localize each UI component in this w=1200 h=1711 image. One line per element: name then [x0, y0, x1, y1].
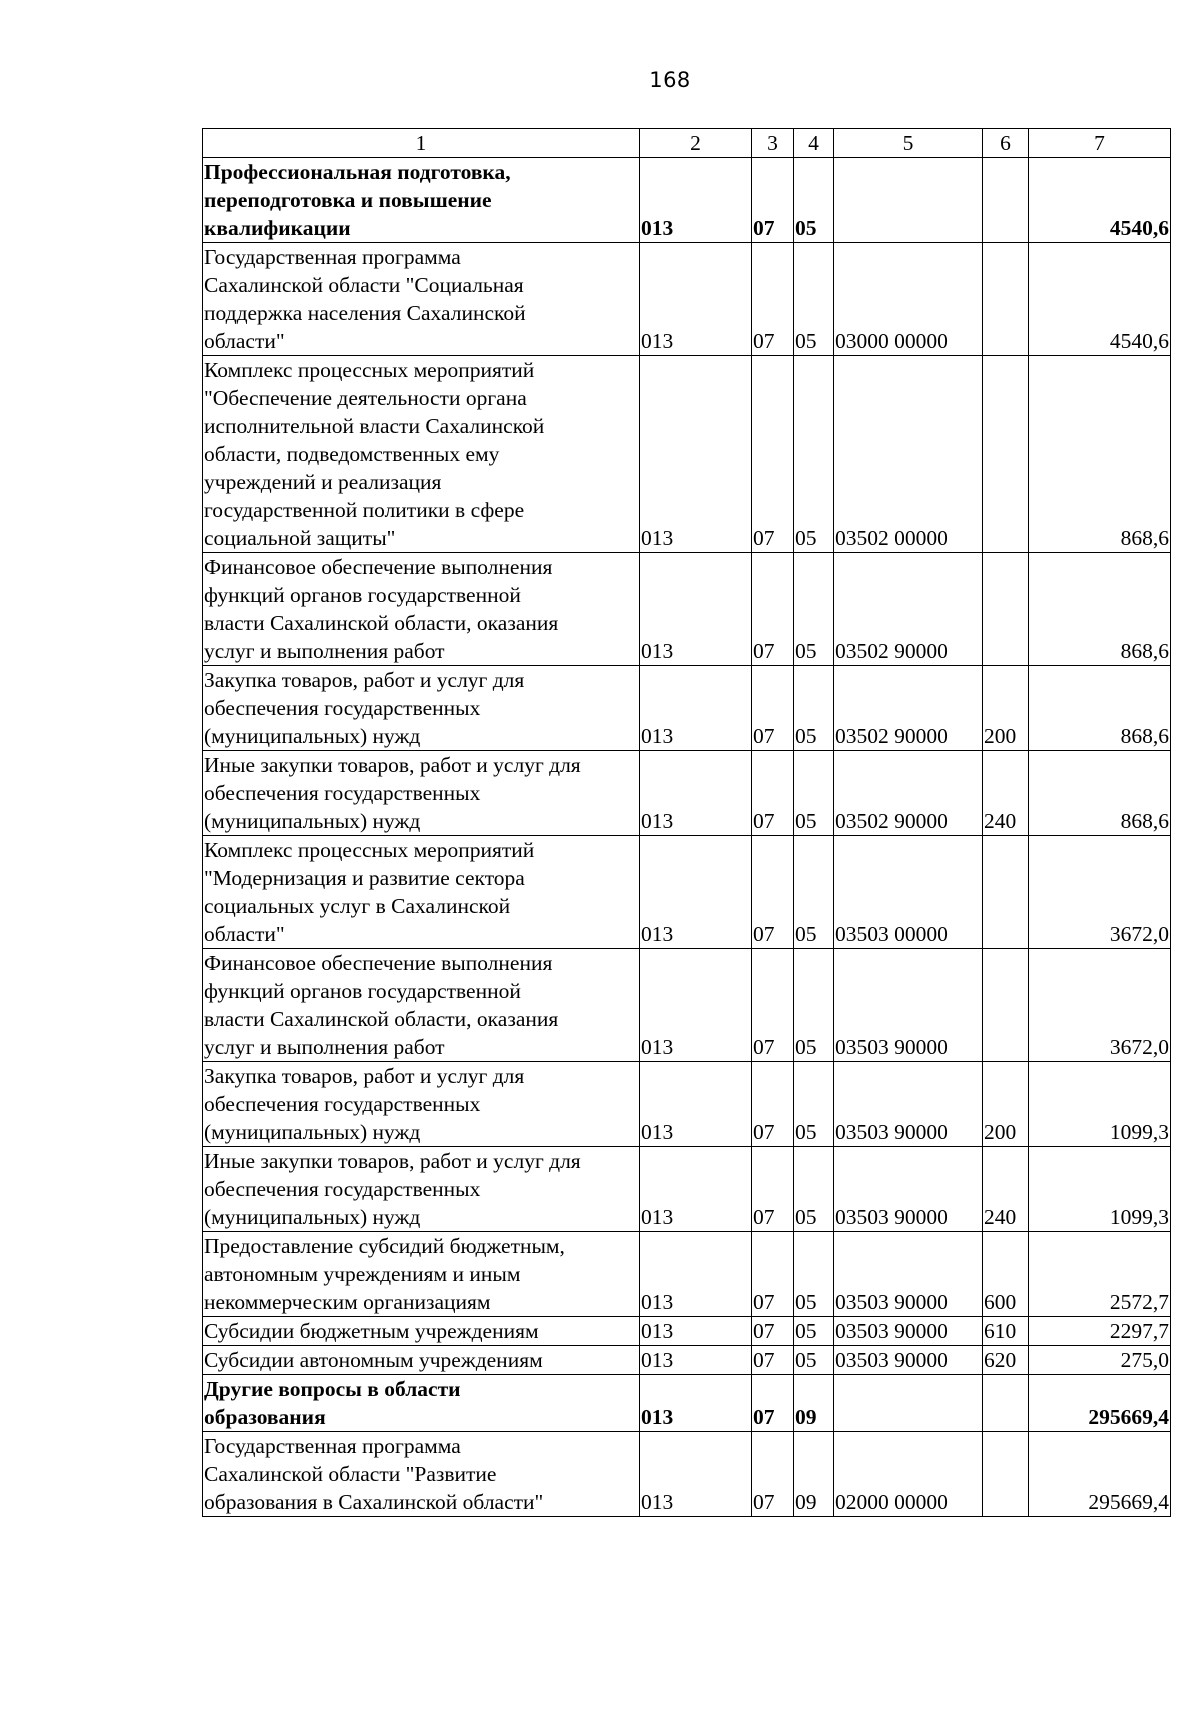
- admin-code-cell-text: 013: [641, 1490, 674, 1514]
- subsection-cell: [794, 1375, 834, 1432]
- expense-type-cell: [983, 1062, 1029, 1147]
- subsection-cell-text: 05: [795, 216, 817, 240]
- expense-type-cell: [983, 949, 1029, 1062]
- target-article-cell-text: 03502 90000: [835, 809, 948, 833]
- admin-code-cell-text: 013: [641, 922, 674, 946]
- target-article-cell-text: 03503 90000: [835, 1120, 948, 1144]
- expense-type-cell: [983, 1147, 1029, 1232]
- section-cell: [752, 1232, 794, 1317]
- section-cell-text: 07: [753, 724, 775, 748]
- table-row: [203, 836, 1171, 949]
- admin-code-cell: [640, 158, 752, 243]
- expense-type-cell: [983, 243, 1029, 356]
- section-cell-text: 07: [753, 526, 775, 550]
- subsection-cell: [794, 158, 834, 243]
- target-article-cell-text: 03000 00000: [835, 329, 948, 353]
- subsection-cell: [794, 1062, 834, 1147]
- item-name-cell: [203, 836, 640, 949]
- item-name-cell-text: Государственная программа Сахалинской области "Развитие образования в Сахалинской области": [204, 1434, 544, 1514]
- amount-cell: [1029, 158, 1171, 243]
- table-row: [203, 1062, 1171, 1147]
- header-cell: 2: [640, 129, 752, 158]
- item-name-cell-text: Субсидии автономным учреждениям: [204, 1348, 543, 1372]
- item-name-cell-text: Предоставление субсидий бюджетным, автономным учреждениям и иным некоммерческим организациям: [204, 1234, 565, 1314]
- amount-cell: [1029, 1432, 1171, 1517]
- table-row: [203, 553, 1171, 666]
- section-cell-text: 07: [753, 1035, 775, 1059]
- admin-code-cell-text: 013: [641, 639, 674, 663]
- item-name-cell-text: Иные закупки товаров, работ и услуг для обеспечения государственных (муниципальных) нужд: [204, 1149, 581, 1229]
- expense-type-cell-text: 200: [984, 1120, 1017, 1144]
- table-row: [203, 1232, 1171, 1317]
- item-name-cell: [203, 1432, 640, 1517]
- item-name-cell: [203, 1147, 640, 1232]
- item-name-cell: [203, 243, 640, 356]
- item-name-cell: [203, 1317, 640, 1346]
- admin-code-cell-text: 013: [641, 1205, 674, 1229]
- section-cell-text: 07: [753, 216, 775, 240]
- amount-cell: [1029, 836, 1171, 949]
- amount-cell-text: 4540,6: [1109, 329, 1169, 353]
- subsection-cell: [794, 356, 834, 553]
- subsection-cell: [794, 243, 834, 356]
- section-cell-text: 07: [753, 922, 775, 946]
- item-name-cell-text: Закупка товаров, работ и услуг для обеспечения государственных (муниципальных) нужд: [204, 668, 525, 748]
- subsection-cell-text: 05: [795, 809, 817, 833]
- subsection-cell-text: 05: [795, 1205, 817, 1229]
- admin-code-cell: [640, 666, 752, 751]
- item-name-cell-text: Закупка товаров, работ и услуг для обеспечения государственных (муниципальных) нужд: [204, 1064, 525, 1144]
- section-cell-text: 07: [753, 809, 775, 833]
- target-article-cell-text: 02000 00000: [835, 1490, 948, 1514]
- amount-cell-text: 3672,0: [1109, 1035, 1169, 1059]
- subsection-cell: [794, 836, 834, 949]
- expense-type-cell: [983, 1346, 1029, 1375]
- section-cell: [752, 666, 794, 751]
- admin-code-cell: [640, 949, 752, 1062]
- amount-cell: [1029, 553, 1171, 666]
- amount-cell: [1029, 666, 1171, 751]
- admin-code-cell-text: 013: [641, 216, 674, 240]
- amount-cell-text: 868,6: [1120, 724, 1169, 748]
- admin-code-cell: [640, 356, 752, 553]
- subsection-cell-text: 05: [795, 1348, 817, 1372]
- item-name-cell: [203, 1062, 640, 1147]
- amount-cell: [1029, 751, 1171, 836]
- section-cell-text: 07: [753, 1290, 775, 1314]
- subsection-cell-text: 05: [795, 724, 817, 748]
- amount-cell: [1029, 243, 1171, 356]
- expense-type-cell: [983, 356, 1029, 553]
- amount-cell: [1029, 1147, 1171, 1232]
- expense-type-cell-text: 620: [984, 1348, 1017, 1372]
- expense-type-cell-text: 240: [984, 1205, 1017, 1229]
- section-cell: [752, 356, 794, 553]
- amount-cell-text: 275,0: [1120, 1348, 1169, 1372]
- expense-type-cell: [983, 836, 1029, 949]
- expense-type-cell: [983, 1317, 1029, 1346]
- header-cell: 6: [983, 129, 1029, 158]
- amount-cell: [1029, 949, 1171, 1062]
- section-cell: [752, 949, 794, 1062]
- table-header-row: [203, 129, 1171, 158]
- subsection-cell: [794, 666, 834, 751]
- header-cell: 7: [1029, 129, 1171, 158]
- table-row: [203, 666, 1171, 751]
- item-name-cell: [203, 666, 640, 751]
- expense-type-cell: [983, 1232, 1029, 1317]
- admin-code-cell-text: 013: [641, 526, 674, 550]
- amount-cell-text: 868,6: [1120, 809, 1169, 833]
- target-article-cell: [834, 553, 983, 666]
- section-cell-text: 07: [753, 639, 775, 663]
- amount-cell: [1029, 356, 1171, 553]
- target-article-cell: [834, 666, 983, 751]
- item-name-cell-text: Профессиональная подготовка, переподготовка и повышение квалификации: [204, 160, 511, 240]
- target-article-cell-text: 03502 90000: [835, 639, 948, 663]
- subsection-cell: [794, 1232, 834, 1317]
- subsection-cell: [794, 1317, 834, 1346]
- section-cell-text: 07: [753, 329, 775, 353]
- target-article-cell-text: 03503 90000: [835, 1319, 948, 1343]
- section-cell-text: 07: [753, 1319, 775, 1343]
- admin-code-cell-text: 013: [641, 329, 674, 353]
- target-article-cell: [834, 836, 983, 949]
- expense-type-cell-text: 600: [984, 1290, 1017, 1314]
- section-cell-text: 07: [753, 1120, 775, 1144]
- amount-cell: [1029, 1346, 1171, 1375]
- subsection-cell-text: 05: [795, 329, 817, 353]
- admin-code-cell-text: 013: [641, 1035, 674, 1059]
- subsection-cell-text: 05: [795, 1035, 817, 1059]
- section-cell: [752, 1432, 794, 1517]
- item-name-cell-text: Другие вопросы в области образования: [204, 1377, 461, 1429]
- header-cell: 5: [834, 129, 983, 158]
- target-article-cell: [834, 158, 983, 243]
- item-name-cell-text: Финансовое обеспечение выполнения функций органов государственной власти Сахалинской области, оказания услуг и выполнения работ: [204, 951, 559, 1059]
- expense-type-cell: [983, 553, 1029, 666]
- table-row: [203, 949, 1171, 1062]
- subsection-cell-text: 09: [795, 1490, 817, 1514]
- target-article-cell-text: 03502 00000: [835, 526, 948, 550]
- admin-code-cell: [640, 243, 752, 356]
- page-number: 168: [649, 68, 691, 92]
- target-article-cell: [834, 751, 983, 836]
- subsection-cell-text: 05: [795, 922, 817, 946]
- admin-code-cell: [640, 1375, 752, 1432]
- admin-code-cell: [640, 836, 752, 949]
- section-cell: [752, 1375, 794, 1432]
- target-article-cell: [834, 1147, 983, 1232]
- subsection-cell-text: 05: [795, 1120, 817, 1144]
- item-name-cell: [203, 751, 640, 836]
- section-cell: [752, 1062, 794, 1147]
- amount-cell-text: 868,6: [1120, 526, 1169, 550]
- expense-type-cell-text: 240: [984, 809, 1017, 833]
- subsection-cell-text: 05: [795, 526, 817, 550]
- admin-code-cell-text: 013: [641, 1405, 674, 1429]
- section-cell: [752, 751, 794, 836]
- amount-cell-text: 4540,6: [1109, 216, 1169, 240]
- table-row: [203, 158, 1171, 243]
- amount-cell: [1029, 1317, 1171, 1346]
- subsection-cell: [794, 1147, 834, 1232]
- section-cell: [752, 1346, 794, 1375]
- target-article-cell-text: 03503 90000: [835, 1290, 948, 1314]
- target-article-cell: [834, 1317, 983, 1346]
- target-article-cell-text: 03503 00000: [835, 922, 948, 946]
- expense-type-cell: [983, 666, 1029, 751]
- amount-cell: [1029, 1232, 1171, 1317]
- table-row: [203, 243, 1171, 356]
- table-row: [203, 356, 1171, 553]
- amount-cell-text: 1099,3: [1109, 1205, 1169, 1229]
- admin-code-cell-text: 013: [641, 809, 674, 833]
- admin-code-cell: [640, 1232, 752, 1317]
- item-name-cell: [203, 356, 640, 553]
- target-article-cell-text: 03502 90000: [835, 724, 948, 748]
- amount-cell-text: 868,6: [1120, 639, 1169, 663]
- subsection-cell-text: 05: [795, 1319, 817, 1343]
- target-article-cell-text: 03503 90000: [835, 1035, 948, 1059]
- admin-code-cell: [640, 1346, 752, 1375]
- table-row: [203, 1346, 1171, 1375]
- amount-cell-text: 295669,4: [1088, 1405, 1169, 1429]
- admin-code-cell: [640, 1432, 752, 1517]
- admin-code-cell-text: 013: [641, 1348, 674, 1372]
- admin-code-cell: [640, 1062, 752, 1147]
- subsection-cell: [794, 553, 834, 666]
- table-row: [203, 751, 1171, 836]
- amount-cell-text: 2297,7: [1109, 1319, 1169, 1343]
- target-article-cell: [834, 949, 983, 1062]
- section-cell-text: 07: [753, 1348, 775, 1372]
- subsection-cell: [794, 751, 834, 836]
- admin-code-cell-text: 013: [641, 1120, 674, 1144]
- item-name-cell-text: Субсидии бюджетным учреждениям: [204, 1319, 539, 1343]
- section-cell: [752, 1147, 794, 1232]
- target-article-cell: [834, 1232, 983, 1317]
- header-cell: 4: [794, 129, 834, 158]
- item-name-cell-text: Комплекс процессных мероприятий "Обеспечение деятельности органа исполнительной власти Сахалинской области, подведомственных ему учреждений и реализация государственной политики в сфере социальной защиты": [204, 358, 545, 550]
- admin-code-cell: [640, 751, 752, 836]
- item-name-cell-text: Иные закупки товаров, работ и услуг для обеспечения государственных (муниципальных) нужд: [204, 753, 581, 833]
- expense-type-cell: [983, 751, 1029, 836]
- admin-code-cell-text: 013: [641, 1319, 674, 1343]
- budget-table: [202, 128, 1171, 1517]
- item-name-cell: [203, 158, 640, 243]
- amount-cell-text: 3672,0: [1109, 922, 1169, 946]
- subsection-cell: [794, 949, 834, 1062]
- expense-type-cell: [983, 1432, 1029, 1517]
- item-name-cell: [203, 553, 640, 666]
- item-name-cell: [203, 1375, 640, 1432]
- item-name-cell-text: Государственная программа Сахалинской области "Социальная поддержка населения Сахалинской области": [204, 245, 526, 353]
- section-cell-text: 07: [753, 1205, 775, 1229]
- target-article-cell-text: 03503 90000: [835, 1205, 948, 1229]
- subsection-cell: [794, 1432, 834, 1517]
- item-name-cell-text: Финансовое обеспечение выполнения функций органов государственной власти Сахалинской области, оказания услуг и выполнения работ: [204, 555, 559, 663]
- target-article-cell: [834, 1062, 983, 1147]
- subsection-cell-text: 05: [795, 639, 817, 663]
- expense-type-cell: [983, 158, 1029, 243]
- target-article-cell: [834, 1375, 983, 1432]
- target-article-cell: [834, 1432, 983, 1517]
- header-cell: 3: [752, 129, 794, 158]
- subsection-cell: [794, 1346, 834, 1375]
- table-row: [203, 1147, 1171, 1232]
- subsection-cell-text: 05: [795, 1290, 817, 1314]
- item-name-cell: [203, 1346, 640, 1375]
- table-row: [203, 1317, 1171, 1346]
- item-name-cell-text: Комплекс процессных мероприятий "Модернизация и развитие сектора социальных услуг в Сахалинской области": [204, 838, 535, 946]
- table-row: [203, 1432, 1171, 1517]
- admin-code-cell: [640, 553, 752, 666]
- section-cell-text: 07: [753, 1490, 775, 1514]
- expense-type-cell: [983, 1375, 1029, 1432]
- expense-type-cell-text: 610: [984, 1319, 1017, 1343]
- section-cell: [752, 158, 794, 243]
- section-cell: [752, 243, 794, 356]
- section-cell-text: 07: [753, 1405, 775, 1429]
- amount-cell: [1029, 1062, 1171, 1147]
- amount-cell: [1029, 1375, 1171, 1432]
- amount-cell-text: 295669,4: [1088, 1490, 1169, 1514]
- target-article-cell-text: 03503 90000: [835, 1348, 948, 1372]
- admin-code-cell-text: 013: [641, 724, 674, 748]
- section-cell: [752, 553, 794, 666]
- subsection-cell-text: 09: [795, 1405, 817, 1429]
- section-cell: [752, 1317, 794, 1346]
- item-name-cell: [203, 949, 640, 1062]
- admin-code-cell-text: 013: [641, 1290, 674, 1314]
- expense-type-cell-text: 200: [984, 724, 1017, 748]
- admin-code-cell: [640, 1317, 752, 1346]
- item-name-cell: [203, 1232, 640, 1317]
- target-article-cell: [834, 1346, 983, 1375]
- target-article-cell: [834, 356, 983, 553]
- admin-code-cell: [640, 1147, 752, 1232]
- table-row: [203, 1375, 1171, 1432]
- section-cell: [752, 836, 794, 949]
- target-article-cell: [834, 243, 983, 356]
- amount-cell-text: 1099,3: [1109, 1120, 1169, 1144]
- header-cell: 1: [203, 129, 640, 158]
- amount-cell-text: 2572,7: [1109, 1290, 1169, 1314]
